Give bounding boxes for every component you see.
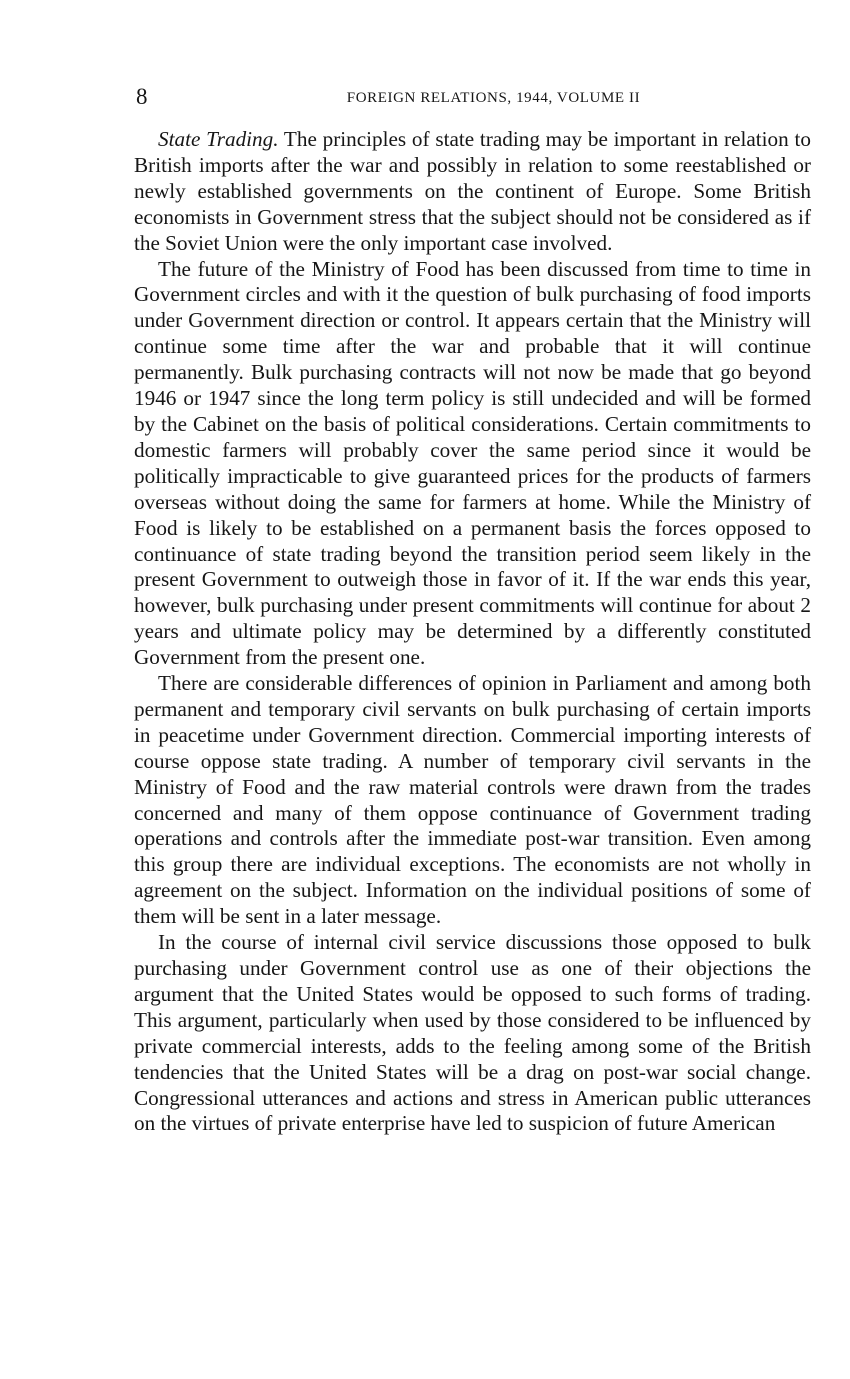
running-title: FOREIGN RELATIONS, 1944, VOLUME II [346,90,641,106]
paragraph-civil-service-discussions: In the course of internal civil service discussions those opposed to bulk purchasing under Government control use as one of their objections the argument that the United States would be opposed to such forms of trading. This argument, particularly when used by those considered to be influenced by private commercial interests, adds to the feeling among some of the British tendencies that the United States will be a drag on post-war social change. Congressional utterances and actions and stress in American public utterances on the virtues of private enterprise have led to suspicion of future American [134,930,811,1136]
section-heading: State Trading. [158,127,279,151]
paragraph-text: The principles of state trading may be important in relation to British imports after the war and possibly in relation to some reestablished or newly established governments on the continent of Europe. Some British economists in Government stress that the subject should not be considered as if the Soviet Union were the only important case involved. [134,127,811,255]
paragraph-differences-of-opinion: There are considerable differences of opinion in Parliament and among both permanent and temporary civil servants on bulk purchasing of certain imports in peacetime under Government direction. Commercial importing interests of course oppose state trading. A number of temporary civil servants in the Ministry of Food and the raw material controls were drawn from the trades concerned and many of them oppose continuance of Government trading operations and controls after the immediate post-war transition. Even among this group there are individual exceptions. The economists are not wholly in agreement on the subject. Information on the individual positions of some of them will be sent in a later message. [134,671,811,929]
paragraph-state-trading [134,127,811,257]
paragraph-ministry-of-food: The future of the Ministry of Food has been discussed from time to time in Government circles and with it the question of bulk purchasing of food imports under Government direction or control. It appears certain that the Ministry will continue some time after the war and probable that it will continue permanently. Bulk purchasing contracts will not now be made that go beyond 1946 or 1947 since the long term policy is still undecided and will be formed by the Cabinet on the basis of political considerations. Certain commitments to domestic farmers will probably cover the same period since it would be politically impracticable to give guaranteed prices for the products of farmers overseas without doing the same for farmers at home. While the Ministry of Food is likely to be established on a permanent basis the forces opposed to continuance of state trading beyond the transition period seem likely in the present Government to outweigh those in favor of it. If the war ends this year, however, bulk purchasing under present commitments will continue for about 2 years and ultimate policy may be determined by a differently constituted Government from the present one. [134,256,811,670]
page-header [136,83,811,113]
page-number: 8 [136,84,148,109]
body-text [134,127,811,1137]
